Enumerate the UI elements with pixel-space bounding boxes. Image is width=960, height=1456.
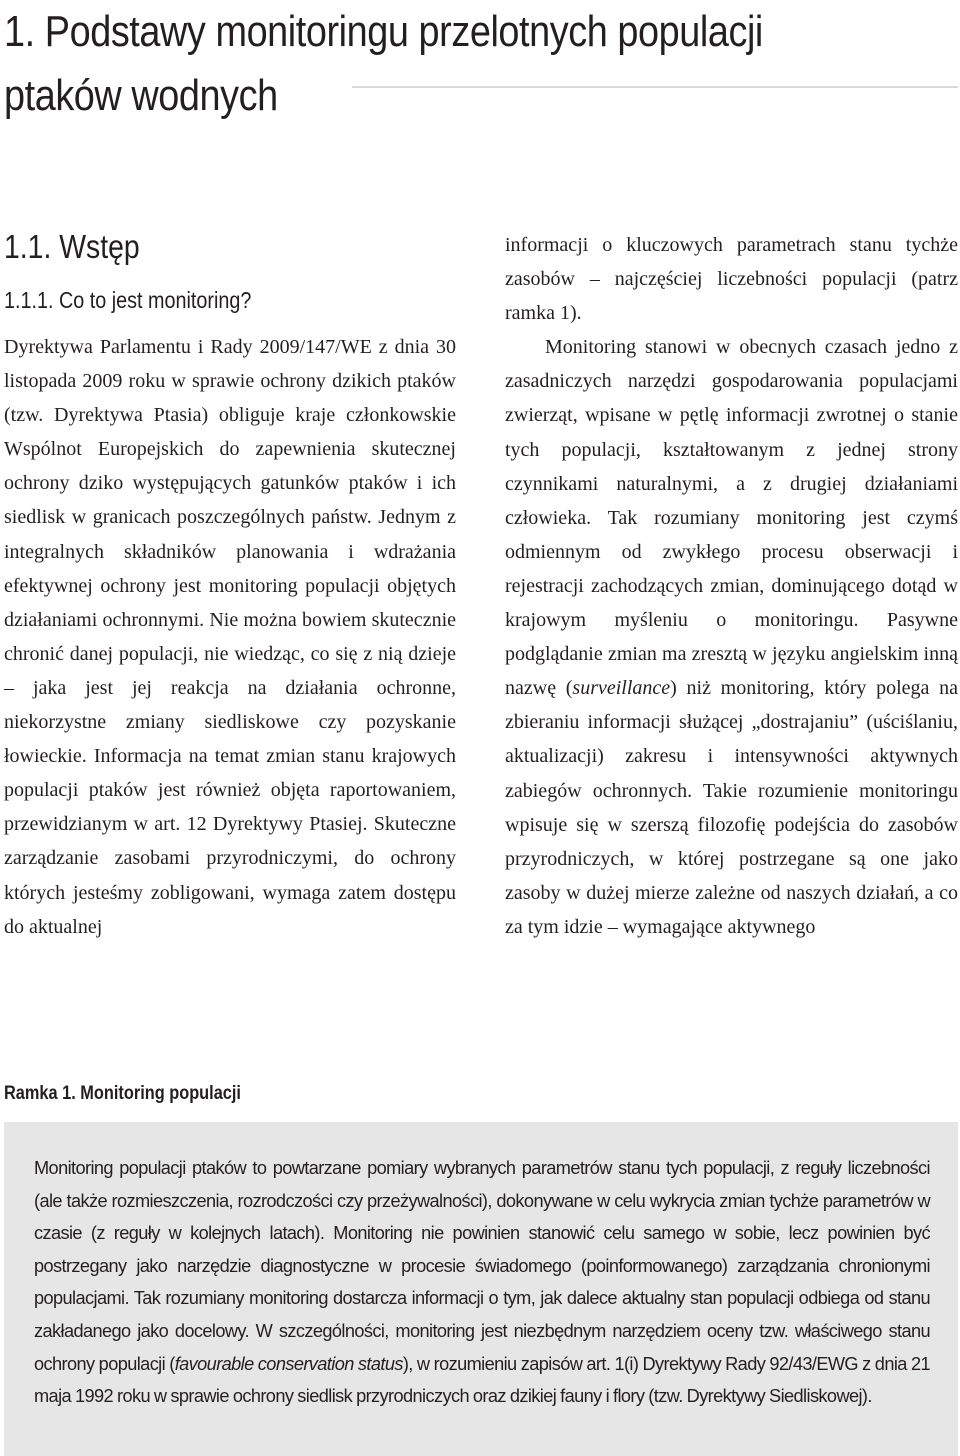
box-label: Ramka 1. Monitoring populacji bbox=[4, 1083, 241, 1104]
right-paragraph-1: informacji o kluczowych parametrach stanu tychże zasobów – najczęściej liczebności populacji (patrz ramka 1). bbox=[505, 234, 958, 325]
chapter-title: 1. Podstawy monitoringu przelotnych populacji ptaków wodnych bbox=[4, 7, 763, 120]
left-column bbox=[4, 330, 456, 944]
subsection-heading: 1.1.1. Co to jest monitoring? bbox=[4, 287, 252, 313]
info-box-text bbox=[34, 1152, 930, 1413]
section-heading: 1.1. Wstęp bbox=[4, 228, 140, 265]
right-paragraph-2-text-before: Monitoring stanowi w obecnych czasach jedno z zasadniczych narzędzi gospodarowania populacjami zwierząt, wpisane w pętlę informacji zwrotnej o stanie tych populacji, kształtowanym z jednej strony czynnikami naturalnymi, a z drugiej działaniami człowieka. Tak rozumiany monitoring jest czymś odmiennym od zwykłego procesu obserwacji i rejestracji zachodzących zmian, dominującego dotąd w krajowym myśleniu o monitoringu. Pasywne podglądanie zmian ma zresztą w języku angielskim inną nazwę ( bbox=[505, 336, 958, 700]
info-box-text-after: ), w rozumieniu zapisów art. 1(i) Dyrektywy Rady 92/43/EWG z dnia 21 maja 1992 roku w sprawie ochrony siedlisk przyrodniczych oraz dzikiej fauny i flory (tzw. Dyrektywy Siedliskowej). bbox=[34, 1353, 930, 1407]
info-box-italic: favourable conservation status bbox=[174, 1353, 403, 1374]
info-box bbox=[4, 1122, 958, 1456]
right-paragraph-2-italic: surveillance bbox=[572, 677, 671, 700]
right-column bbox=[505, 228, 958, 944]
left-paragraph: Dyrektywa Parlamentu i Rady 2009/147/WE z dnia 30 listopada 2009 roku w sprawie ochrony dzikich ptaków (tzw. Dyrektywa Ptasia) obliguje kraje członkowskie Wspólnot Europejskich do zapewnienia skutecznej ochrony dziko występujących gatunków ptaków i ich siedlisk w granicach poszczególnych państw. Jednym z integralnych składników planowania i wdrażania efektywnej ochrony jest monitoring populacji objętych działaniami ochronnymi. Nie można bowiem skutecznie chronić danej populacji, nie wiedząc, co się z nią dzieje – jaka jest jej reakcja na działania ochronne, niekorzystne zmiany siedliskowe czy pozyskanie łowieckie. Informacja na temat zmian stanu krajowych populacji ptaków jest również objęta raportowaniem, przewidzianym w art. 12 Dyrektywy Ptasiej. Skuteczne zarządzanie zasobami przyrodniczymi, do ochrony których jesteśmy zobligowani, wymaga zatem dostępu do aktualnej bbox=[4, 336, 456, 938]
right-paragraph-2-text-after: ) niż monitoring, który polega na zbieraniu informacji służącej „dostrajaniu” (uściślaniu, aktualizacji) zakresu i intensywności aktywnych zabiegów ochronnych. Takie rozumienie monitoringu wpisuje się w szerszą filozofię podejścia do zasobów przyrodniczych, w której postrzegane są one jako zasoby w dużej mierze zależne od naszych działań, a co za tym idzie – wymagające aktywnego bbox=[505, 677, 958, 938]
right-paragraph-2 bbox=[505, 330, 958, 944]
info-box-text-before: Monitoring populacji ptaków to powtarzane pomiary wybranych parametrów stanu tych populacji, z reguły liczebności (ale także rozmieszczenia, rozrodczości czy przeżywalności), dokonywane w celu wykrycia zmian tychże parametrów w czasie (z reguły w kolejnych latach). Monitoring nie powinien stanowić celu samego w sobie, lecz powinien być postrzegany jako narzędzie diagnostyczne w procesie świadomego (poinformowanego) zarządzania chronionymi populacjami. Tak rozumiany monitoring dostarcza informacji o tym, jak dalece aktualny stan populacji odbiega od stanu zakładanego jako docelowy. W szczególności, monitoring jest niezbędnym narzędziem oceny tzw. właściwego stanu ochrony populacji ( bbox=[34, 1158, 930, 1374]
title-rule bbox=[352, 86, 958, 88]
